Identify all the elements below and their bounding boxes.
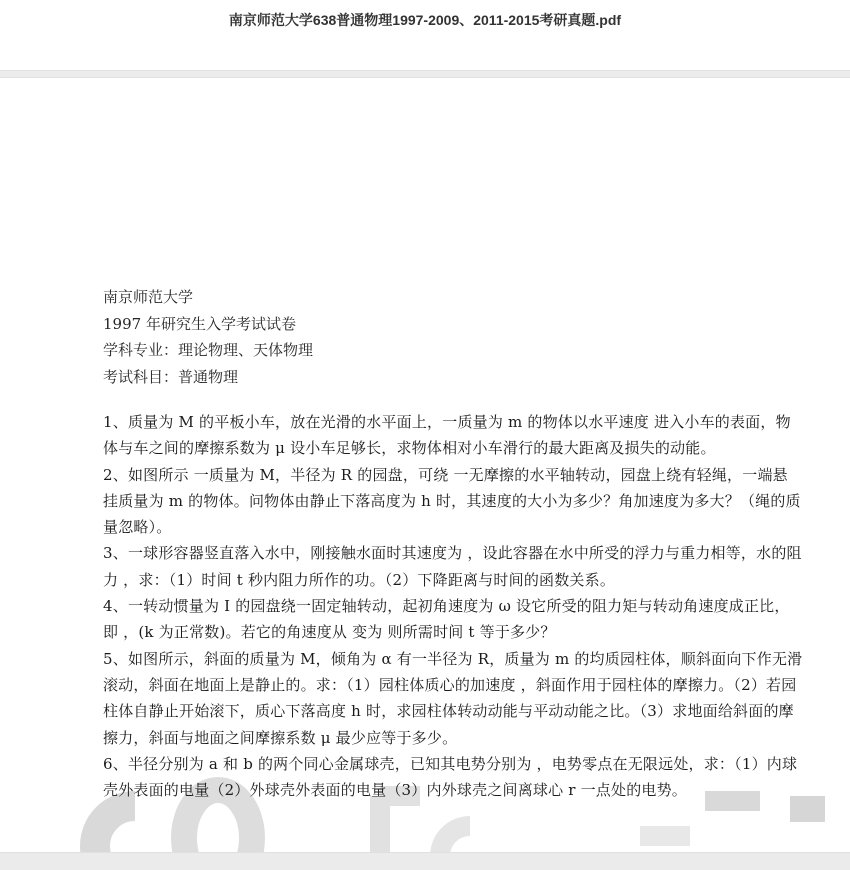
question-3: 3、一球形容器竖直落入水中，刚接触水面时其速度为 ，设此容器在水中所受的浮力与重力相等，水的阻力 ，求：（1）时间 t 秒内阻力所作的功。（2）下降距离与时间的函数关系。 [103, 544, 802, 589]
question-1: 1、质量为 M 的平板小车，放在光滑的水平面上，一质量为 m 的物体以水平速度 进入小车的表面，物体与车之间的摩擦系数为 μ 设小车足够长，求物体相对小车滑行的最大距离及损失的动能。 [103, 413, 791, 458]
document-title: 南京师范大学638普通物理1997-2009、2011-2015考研真题.pdf [228, 12, 622, 28]
question-2: 2、如图所示 一质量为 M，半径为 R 的园盘，可绕 一无摩擦的水平轴转动，园盘上绕有轻绳，一端悬挂质量为 m 的物体。问物体由静止下落高度为 h 时，其速度的大小为多少？角加速度为多大？（绳的质量忽略）。 [103, 465, 801, 537]
question-4: 4、一转动惯量为 I 的园盘绕一固定轴转动，起初角速度为 ω 设它所受的阻力矩与转动角速度成正比，即 ，(k 为正常数)。若它的角速度从 变为 则所需时间 t 等于多少？ [103, 597, 790, 642]
next-page-gap [0, 852, 850, 870]
exam-year-title: 1997 年研究生入学考试试卷 [103, 314, 296, 333]
university-name: 南京师范大学 [103, 288, 194, 306]
viewer-title-bar [0, 0, 850, 70]
question-6: 6、半径分别为 a 和 b 的两个同心金属球壳，已知其电势分别为 ，电势零点在无限远处，求：（1）内球壳外表面的电量（2）外球壳外表面的电量（3）内外球壳之间离球心 r 一点处的电势。 [103, 754, 798, 800]
page-separator [0, 70, 850, 78]
pdf-page[interactable] [0, 78, 850, 852]
exam-subject: 考试科目：普通物理 [103, 367, 239, 386]
question-list [103, 409, 803, 803]
question-5: 5、如图所示，斜面的质量为 M，倾角为 α 有一半径为 R，质量为 m 的均质园柱体，顺斜面向下作无滑滚动，斜面在地面上是静止的。求：（1）园柱体质心的加速度 ，斜面作用于园柱体的摩擦力。（2）若园柱体自静止开始滚下，质心下落高度 h 时，求园柱体转动动能与平动动能之比。（3）求地面给斜面的摩擦力，斜面与地面之间摩擦系数 μ 最少应等于多少。 [103, 649, 803, 747]
exam-header [103, 284, 803, 390]
subject-major: 学科专业：理论物理、天体物理 [103, 341, 314, 359]
exam-content [103, 284, 803, 803]
